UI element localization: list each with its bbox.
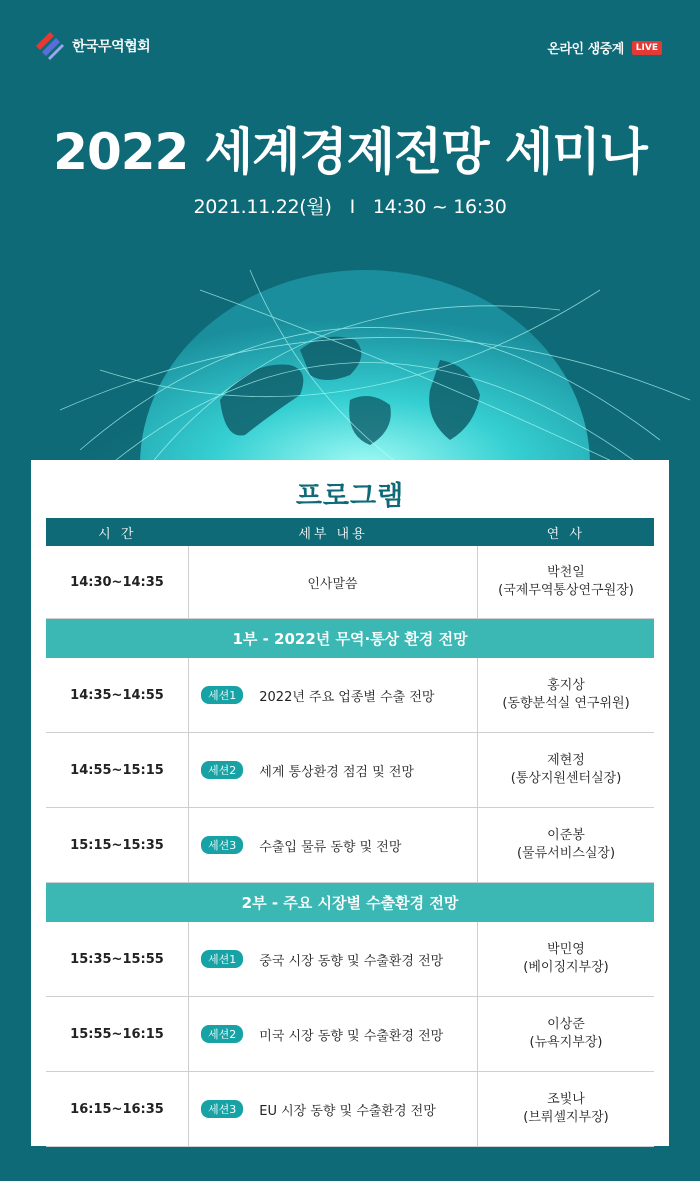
speaker-name: 조빛나 xyxy=(547,1092,585,1107)
speaker-role: (브뤼셀지부장) xyxy=(523,1110,609,1125)
live-indicator xyxy=(547,38,662,57)
globe-illustration xyxy=(0,250,700,465)
column-header-time: 시 간 xyxy=(46,518,189,546)
date-separator: I xyxy=(349,196,355,218)
live-badge: LIVE xyxy=(632,41,662,55)
session-badge: 세션1 xyxy=(201,686,243,704)
table-row xyxy=(46,1072,654,1147)
session-time: 14:35~14:55 xyxy=(46,658,189,733)
section-header xyxy=(46,883,654,923)
session-content xyxy=(189,808,478,883)
table-row xyxy=(46,808,654,883)
section-title: 2부 - 주요 시장별 수출환경 전망 xyxy=(46,883,654,923)
session-content xyxy=(189,658,478,733)
session-badge: 세션1 xyxy=(201,950,243,968)
session-time: 14:55~15:15 xyxy=(46,733,189,808)
speaker-role: (동향분석실 연구위원) xyxy=(502,696,630,711)
session-content xyxy=(189,922,478,997)
table-row xyxy=(46,733,654,808)
kita-logo xyxy=(34,30,150,62)
session-time: 16:15~16:35 xyxy=(46,1072,189,1147)
session-speaker xyxy=(478,1072,655,1147)
session-topic: 중국 시장 동향 및 수출환경 전망 xyxy=(259,953,444,969)
event-time: 14:30 ~ 16:30 xyxy=(372,196,507,218)
table-row xyxy=(46,922,654,997)
column-header-speaker: 연 사 xyxy=(478,518,655,546)
session-speaker xyxy=(478,922,655,997)
session-speaker xyxy=(478,808,655,883)
session-content xyxy=(189,1072,478,1147)
speaker-name: 박민영 xyxy=(547,942,585,957)
section-header xyxy=(46,619,654,659)
table-header-row xyxy=(46,518,654,546)
session-time: 14:30~14:35 xyxy=(46,546,189,619)
session-topic: 미국 시장 동향 및 수출환경 전망 xyxy=(259,1028,444,1044)
table-row xyxy=(46,658,654,733)
session-speaker xyxy=(478,658,655,733)
session-speaker xyxy=(478,733,655,808)
speaker-name: 이상준 xyxy=(547,1017,585,1032)
column-header-content: 세부 내용 xyxy=(189,518,478,546)
session-content: 인사말씀 xyxy=(189,546,478,619)
session-topic: 2022년 주요 업종별 수출 전망 xyxy=(259,689,435,705)
speaker-role: (물류서비스실장) xyxy=(516,846,616,861)
session-time: 15:55~16:15 xyxy=(46,997,189,1072)
speaker-name: 제현정 xyxy=(547,753,585,768)
event-date: 2021.11.22(월) xyxy=(193,196,332,218)
session-topic: EU 시장 동향 및 수출환경 전망 xyxy=(259,1103,436,1119)
program-table xyxy=(46,518,654,1147)
session-content xyxy=(189,997,478,1072)
program-card xyxy=(31,460,669,1146)
logo-mark-icon xyxy=(34,30,66,62)
session-badge: 세션2 xyxy=(201,1025,243,1043)
session-badge: 세션3 xyxy=(201,1100,243,1118)
speaker-role: (국제무역통상연구원장) xyxy=(498,583,634,598)
session-speaker xyxy=(478,546,655,619)
speaker-name: 박천일 xyxy=(547,565,585,580)
org-name: 한국무역협회 xyxy=(72,39,151,55)
speaker-role: (베이징지부장) xyxy=(523,960,609,975)
session-speaker xyxy=(478,997,655,1072)
session-topic: 수출입 물류 동향 및 전망 xyxy=(259,839,402,855)
session-badge: 세션2 xyxy=(201,761,243,779)
session-content xyxy=(189,733,478,808)
session-badge: 세션3 xyxy=(201,836,243,854)
event-datetime xyxy=(0,192,700,219)
speaker-role: (뉴욕지부장) xyxy=(529,1035,603,1050)
program-title: 프로그램 xyxy=(295,481,405,512)
speaker-role: (통상지원센터실장) xyxy=(510,771,622,786)
speaker-name: 이준봉 xyxy=(547,828,585,843)
page-title: 2022 세계경제전망 세미나 xyxy=(53,123,647,181)
table-row xyxy=(46,546,654,619)
live-label: 온라인 생중계 xyxy=(547,42,624,57)
session-time: 15:35~15:55 xyxy=(46,922,189,997)
table-row xyxy=(46,997,654,1072)
section-title: 1부 - 2022년 무역·통상 환경 전망 xyxy=(46,619,654,659)
session-topic: 세계 통상환경 점검 및 전망 xyxy=(259,764,414,780)
session-time: 15:15~15:35 xyxy=(46,808,189,883)
speaker-name: 홍지상 xyxy=(547,678,585,693)
